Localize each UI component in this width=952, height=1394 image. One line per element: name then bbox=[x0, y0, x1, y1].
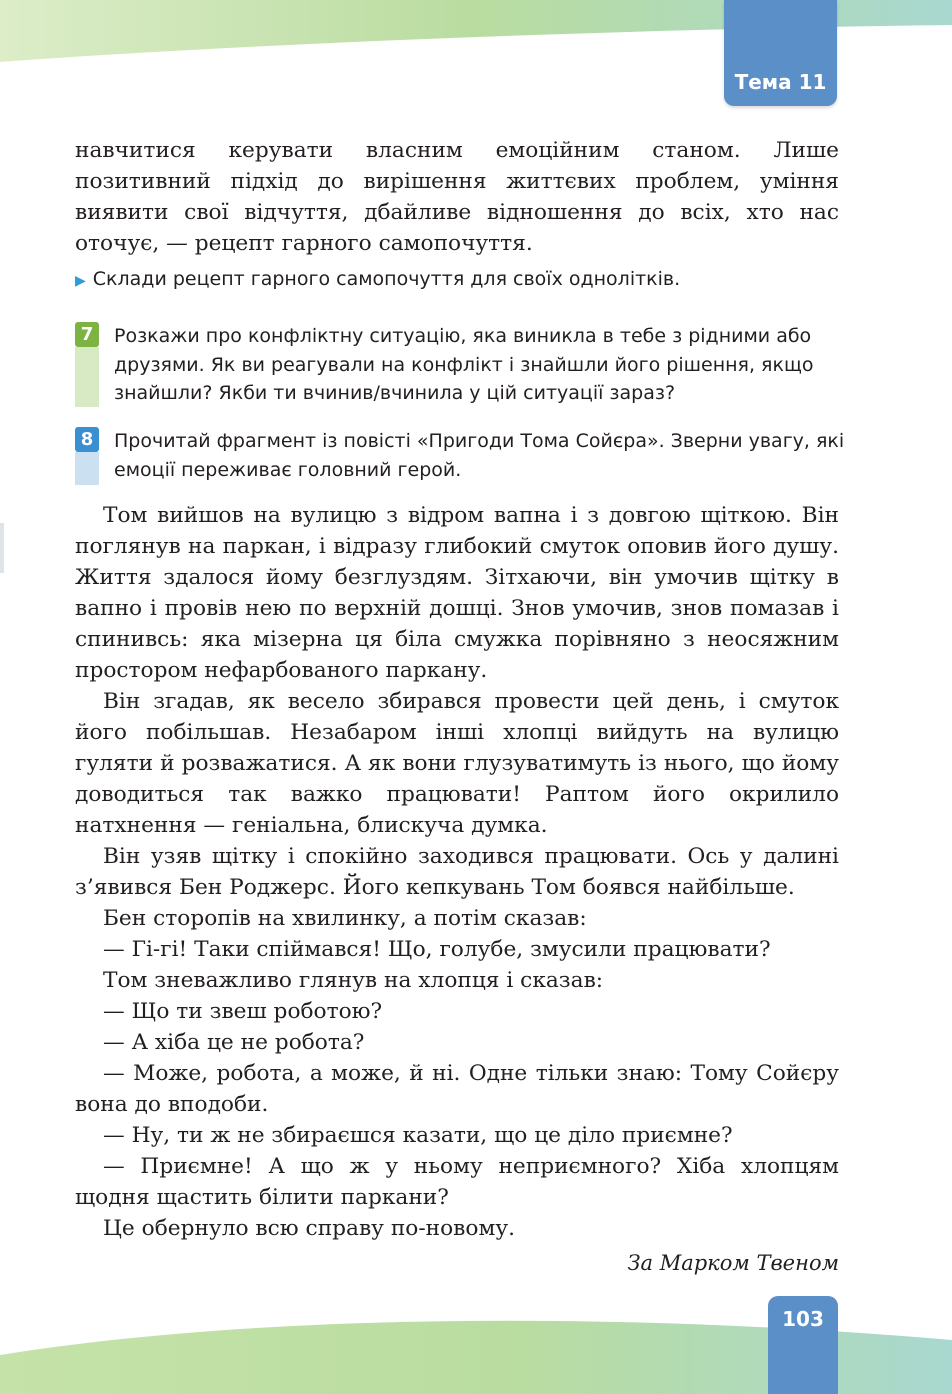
intro-paragraph-block bbox=[75, 135, 839, 259]
story-paragraph: — Ну, ти ж не збираєшся казати, що це діло приємне? bbox=[103, 1123, 733, 1148]
story-paragraph: Том вийшов на вулицю з відром вапна і з довгою щіткою. Він поглянув на паркан, і відразу глибокий смуток оповив його душу. Життя здалося йому безглуздям. Зітхаючи, він умочив щітку в вапно і провів нею по верхній дошці. Знов умочив, знов помазав і спинивсь: яка мізерна ця біла смужка порівняно з неосяжним простором нефарбованого паркану. bbox=[75, 503, 839, 683]
margin-mark bbox=[0, 523, 4, 573]
story-paragraph: — Може, робота, а може, й ні. Одне тільки знаю: Тому Сойєру вона до вподоби. bbox=[75, 1061, 839, 1117]
task-line bbox=[75, 265, 855, 295]
exercise-number-badge: 7 bbox=[75, 322, 99, 347]
exercise-text: Прочитай фрагмент із повісті «Пригоди Тома Сойєра». Зверни увагу, які емоції переживає головний герой. bbox=[114, 430, 845, 481]
topic-label: Тема 11 bbox=[734, 70, 827, 94]
story-paragraph: Він згадав, як весело збирався провести цей день, і смуток його побільшав. Незабаром інші хлопці вийдуть на вулицю гуляти й розважатися. А як вони глузуватимуть із нього, що йому доводиться так важко працювати! Раптом його окрилило натхнення — геніальна, блискуча думка. bbox=[75, 689, 839, 838]
page-number-tab bbox=[768, 1296, 838, 1394]
exercise-side-bar bbox=[75, 347, 99, 407]
topic-tab bbox=[724, 0, 837, 106]
exercise-text: Розкажи про конфліктну ситуацію, яка виникла в тебе з рідними або друзями. Як ви реагували на конфлікт і знайшли його рішення, якщо знайшли? Якби ти вчинив/вчинила у цій ситуації зараз? bbox=[114, 325, 814, 404]
story-excerpt bbox=[75, 500, 839, 1244]
page-number: 103 bbox=[782, 1307, 824, 1331]
story-paragraph: — А хіба це не робота? bbox=[103, 1030, 365, 1055]
story-paragraph: — Гі-гі! Таки спіймався! Що, голубе, змусили працювати? bbox=[103, 937, 771, 962]
exercise-7 bbox=[75, 322, 865, 407]
triangle-marker-icon: ▶ bbox=[75, 273, 86, 289]
exercise-8 bbox=[75, 427, 865, 487]
task-text: Склади рецепт гарного самопочуття для своїх однолітків. bbox=[92, 268, 681, 290]
attribution: За Марком Твеном bbox=[627, 1251, 839, 1275]
intro-paragraph: навчитися керувати власним емоційним станом. Лише позитивний підхід до вирішення життєвих проблем, уміння виявити свої відчуття, дбайливе відношення до всіх, хто нас оточує, — рецепт гарного самопочуття. bbox=[75, 138, 839, 256]
story-paragraph: — Приємне! А що ж у ньому неприємного? Хіба хлопцям щодня щастить білити паркани? bbox=[75, 1154, 839, 1210]
story-paragraph: Том зневажливо глянув на хлопця і сказав: bbox=[103, 968, 604, 993]
exercise-side-bar bbox=[75, 452, 99, 485]
story-paragraph: Це обернуло всю справу по-новому. bbox=[103, 1216, 515, 1241]
story-paragraph: Бен сторопів на хвилинку, а потім сказав: bbox=[103, 906, 587, 931]
story-paragraph: — Що ти звеш роботою? bbox=[103, 999, 383, 1024]
story-paragraph: Він узяв щітку і спокійно заходився працювати. Ось у далині з’явився Бен Роджерс. Його кепкувань Том боявся найбільше. bbox=[75, 844, 839, 900]
exercise-number-badge: 8 bbox=[75, 427, 99, 452]
